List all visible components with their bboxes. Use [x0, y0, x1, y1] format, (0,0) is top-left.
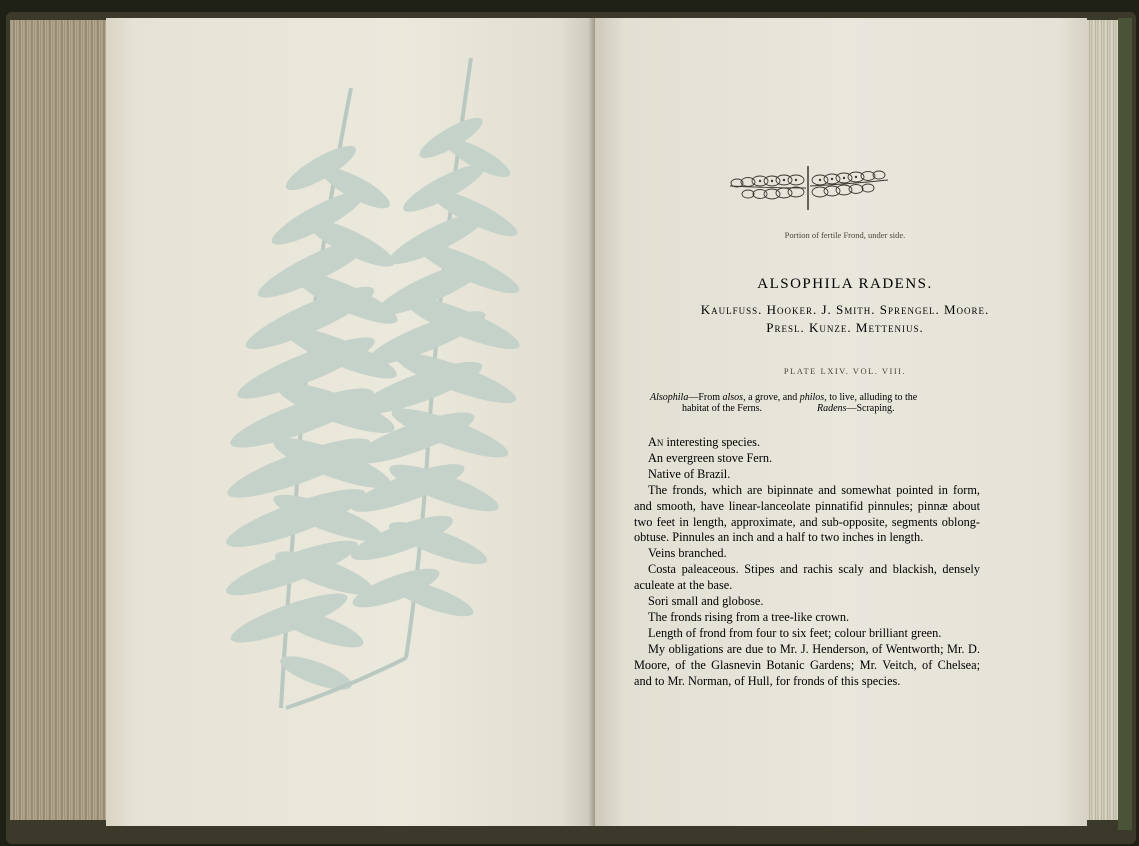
paragraph: The fronds rising from a tree-like crown.	[648, 609, 850, 624]
etymology-note	[650, 392, 970, 414]
fern-plate-showthrough	[106, 18, 596, 826]
cloth-cover-edge	[1118, 18, 1132, 830]
left-page-stack-edges	[10, 20, 110, 820]
paragraph: My obligations are due to Mr. J. Henderson, of Wentworth; Mr. D. Moore, of the Glasnevin Botanic Gardens; Mr. Veitch, of Chelsea; and to Mr. Norman, of Hull, for fronds of this species.	[634, 641, 980, 688]
etymology-word: philos	[799, 392, 825, 403]
etymology-text: , to live, alluding to the	[824, 392, 918, 403]
paragraph: Native of Brazil.	[648, 466, 731, 481]
authorities-line-2: Presl. Kunze. Mettenius.	[766, 320, 924, 335]
drop-word: An	[648, 435, 664, 449]
vignette-caption: Portion of fertile Frond, under side.	[784, 230, 906, 240]
etymology-text: —Scraping.	[846, 403, 895, 414]
page-title: ALSOPHILA RADENS.	[757, 276, 933, 292]
paragraph: Costa paleaceous. Stipes and rachis scaly and blackish, densely aculeate at the base.	[634, 562, 980, 593]
etymology-word: alsos	[722, 392, 744, 403]
etymology-line-2	[650, 403, 970, 414]
paragraph: An evergreen stove Fern.	[648, 450, 773, 465]
etymology-term-radens: Radens	[816, 403, 847, 414]
etymology-text: habitat of the Ferns.	[682, 403, 762, 414]
etymology-text: , a grove, and	[743, 392, 800, 403]
right-page	[595, 18, 1087, 826]
plate-reference: PLATE LXIV. VOL. VIII.	[783, 366, 907, 376]
paragraph: Veins branched.	[648, 546, 727, 561]
paragraph-text: interesting species.	[663, 435, 761, 449]
paragraph	[634, 435, 980, 451]
authorities-line-1: Kaulfuss. Hooker. J. Smith. Sprengel. Moore.	[700, 302, 990, 317]
description-body	[634, 435, 980, 690]
etymology-term-alsophila: Alsophila	[650, 392, 689, 403]
paragraph: Sori small and globose.	[648, 594, 764, 609]
etymology-text: —From	[688, 392, 723, 403]
fertile-frond-vignette	[720, 158, 900, 218]
paragraph: The fronds, which are bipinnate and somewhat pointed in form, and smooth, have linear-lanceolate pinnatifid pinnules; pinnæ about two feet in length, approximate, and sub-opposite, segments oblong-obtuse. Pinnules an inch and a half to two inches in length.	[634, 482, 980, 545]
paragraph: Length of frond from four to six feet; colour brilliant green.	[648, 625, 942, 640]
